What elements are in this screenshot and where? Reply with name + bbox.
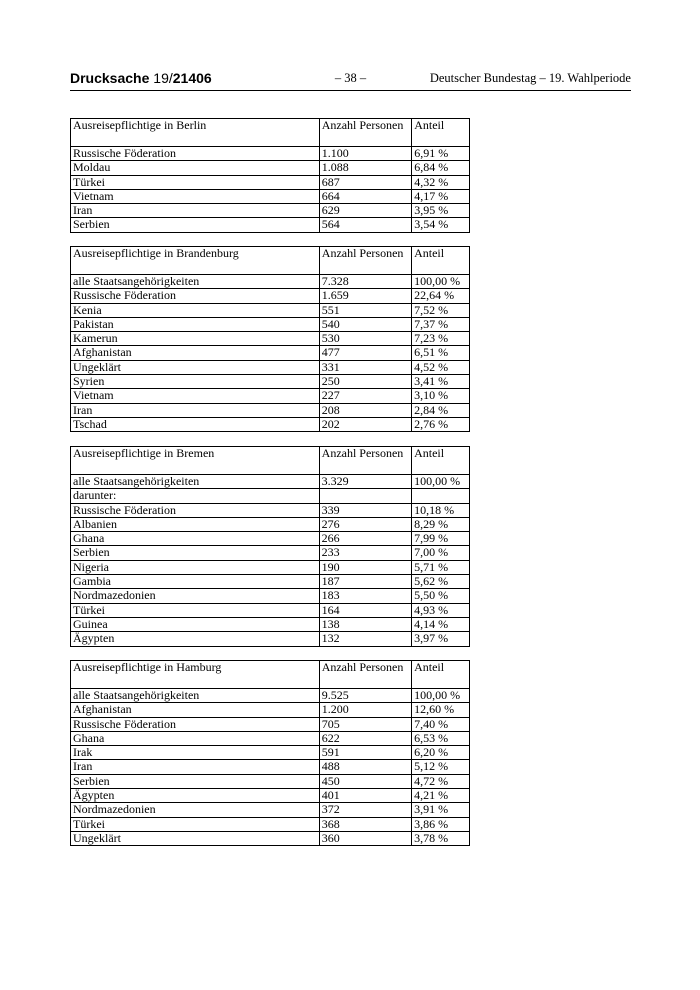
share-cell: 5,50 % — [412, 589, 470, 603]
share-cell: 7,37 % — [412, 317, 470, 331]
table-row — [71, 589, 470, 603]
count-cell: 1.088 — [319, 161, 411, 175]
table-row — [71, 603, 470, 617]
share-cell — [412, 489, 470, 503]
country-cell: alle Staatsangehörigkeiten — [71, 689, 320, 703]
count-cell: 1.659 — [319, 289, 411, 303]
table-row — [71, 375, 470, 389]
share-cell: 8,29 % — [412, 517, 470, 531]
table-row — [71, 831, 470, 845]
count-cell — [319, 489, 411, 503]
country-cell: Russische Föderation — [71, 147, 320, 161]
count-cell: 591 — [319, 746, 411, 760]
country-cell: Russische Föderation — [71, 717, 320, 731]
table-row — [71, 703, 470, 717]
count-cell: 233 — [319, 546, 411, 560]
count-cell: 368 — [319, 817, 411, 831]
page-number: – 38 – — [334, 71, 367, 85]
document-number: 21406 — [172, 70, 212, 86]
share-cell: 6,91 % — [412, 147, 470, 161]
table-title: Ausreisepflichtige in Bremen — [71, 447, 320, 475]
count-cell: 132 — [319, 632, 411, 646]
column-header-share: Anteil — [412, 661, 470, 689]
country-cell: alle Staatsangehörigkeiten — [71, 475, 320, 489]
table-row — [71, 332, 470, 346]
share-cell: 4,52 % — [412, 360, 470, 374]
table-row — [71, 817, 470, 831]
country-cell: Vietnam — [71, 189, 320, 203]
count-cell: 564 — [319, 218, 411, 232]
country-cell: Iran — [71, 760, 320, 774]
column-header-share: Anteil — [412, 447, 470, 475]
count-cell: 477 — [319, 346, 411, 360]
table-bremen — [70, 446, 470, 647]
count-cell: 208 — [319, 403, 411, 417]
country-cell: Ungeklärt — [71, 831, 320, 845]
table-row — [71, 532, 470, 546]
table-row — [71, 760, 470, 774]
share-cell: 6,20 % — [412, 746, 470, 760]
column-header-count: Anzahl Personen — [319, 247, 411, 275]
count-cell: 3.329 — [319, 475, 411, 489]
share-cell: 10,18 % — [412, 503, 470, 517]
table-row — [71, 289, 470, 303]
count-cell: 360 — [319, 831, 411, 845]
table-title: Ausreisepflichtige in Berlin — [71, 119, 320, 147]
country-cell: Gambia — [71, 575, 320, 589]
count-cell: 331 — [319, 360, 411, 374]
share-cell: 5,71 % — [412, 560, 470, 574]
table-row — [71, 275, 470, 289]
table-row — [71, 389, 470, 403]
table-row — [71, 475, 470, 489]
count-cell: 276 — [319, 517, 411, 531]
count-cell: 164 — [319, 603, 411, 617]
table-row — [71, 147, 470, 161]
column-header-share: Anteil — [412, 119, 470, 147]
count-cell: 530 — [319, 332, 411, 346]
count-cell: 7.328 — [319, 275, 411, 289]
table-berlin — [70, 118, 470, 233]
share-cell: 4,14 % — [412, 617, 470, 631]
share-cell: 3,10 % — [412, 389, 470, 403]
column-header-share: Anteil — [412, 247, 470, 275]
table-row — [71, 560, 470, 574]
table-title: Ausreisepflichtige in Brandenburg — [71, 247, 320, 275]
count-cell: 664 — [319, 189, 411, 203]
table-row — [71, 517, 470, 531]
count-cell: 372 — [319, 803, 411, 817]
table-row — [71, 774, 470, 788]
count-cell: 202 — [319, 417, 411, 431]
share-cell: 5,12 % — [412, 760, 470, 774]
count-cell: 401 — [319, 789, 411, 803]
share-cell: 7,52 % — [412, 303, 470, 317]
count-cell: 190 — [319, 560, 411, 574]
country-cell: Russische Föderation — [71, 503, 320, 517]
share-cell: 3,95 % — [412, 204, 470, 218]
table-row — [71, 546, 470, 560]
table-row — [71, 803, 470, 817]
table-row — [71, 717, 470, 731]
share-cell: 3,78 % — [412, 831, 470, 845]
share-cell: 4,32 % — [412, 175, 470, 189]
table-row — [71, 346, 470, 360]
table-row — [71, 689, 470, 703]
share-cell: 7,00 % — [412, 546, 470, 560]
table-header-row — [71, 661, 470, 689]
country-cell: Kenia — [71, 303, 320, 317]
share-cell: 4,17 % — [412, 189, 470, 203]
table-row — [71, 403, 470, 417]
count-cell: 227 — [319, 389, 411, 403]
share-cell: 6,53 % — [412, 731, 470, 745]
share-cell: 3,54 % — [412, 218, 470, 232]
table-row — [71, 360, 470, 374]
share-cell: 5,62 % — [412, 575, 470, 589]
country-cell: Ägypten — [71, 632, 320, 646]
count-cell: 9.525 — [319, 689, 411, 703]
count-cell: 187 — [319, 575, 411, 589]
column-header-count: Anzahl Personen — [319, 447, 411, 475]
share-cell: 100,00 % — [412, 475, 470, 489]
country-cell: Syrien — [71, 375, 320, 389]
country-cell: Nordmazedonien — [71, 589, 320, 603]
count-cell: 450 — [319, 774, 411, 788]
country-cell: Moldau — [71, 161, 320, 175]
table-row — [71, 175, 470, 189]
share-cell: 100,00 % — [412, 689, 470, 703]
country-cell: Serbien — [71, 774, 320, 788]
table-row — [71, 303, 470, 317]
share-cell: 7,99 % — [412, 532, 470, 546]
table-header-row — [71, 119, 470, 147]
country-cell: alle Staatsangehörigkeiten — [71, 275, 320, 289]
country-cell: Afghanistan — [71, 346, 320, 360]
table-row — [71, 617, 470, 631]
count-cell: 183 — [319, 589, 411, 603]
table-row — [71, 789, 470, 803]
share-cell: 6,51 % — [412, 346, 470, 360]
table-row — [71, 218, 470, 232]
table-header-row — [71, 447, 470, 475]
country-cell: Iran — [71, 403, 320, 417]
table-title: Ausreisepflichtige in Hamburg — [71, 661, 320, 689]
count-cell: 250 — [319, 375, 411, 389]
table-row — [71, 489, 470, 503]
count-cell: 488 — [319, 760, 411, 774]
count-cell: 540 — [319, 317, 411, 331]
column-header-count: Anzahl Personen — [319, 119, 411, 147]
document-number-prefix: 19/ — [153, 70, 173, 86]
count-cell: 1.100 — [319, 147, 411, 161]
share-cell: 4,72 % — [412, 774, 470, 788]
count-cell: 705 — [319, 717, 411, 731]
table-row — [71, 417, 470, 431]
country-cell: Irak — [71, 746, 320, 760]
country-cell: Ägypten — [71, 789, 320, 803]
share-cell: 12,60 % — [412, 703, 470, 717]
country-cell: Türkei — [71, 175, 320, 189]
country-cell: Vietnam — [71, 389, 320, 403]
share-cell: 100,00 % — [412, 275, 470, 289]
share-cell: 2,76 % — [412, 417, 470, 431]
count-cell: 687 — [319, 175, 411, 189]
country-cell: Ungeklärt — [71, 360, 320, 374]
count-cell: 339 — [319, 503, 411, 517]
country-cell: Serbien — [71, 546, 320, 560]
country-cell: Türkei — [71, 603, 320, 617]
institution-label: Deutscher Bundestag – 19. Wahlperiode — [429, 71, 631, 85]
count-cell: 1.200 — [319, 703, 411, 717]
country-cell: Serbien — [71, 218, 320, 232]
table-row — [71, 503, 470, 517]
count-cell: 266 — [319, 532, 411, 546]
country-cell: Ghana — [71, 731, 320, 745]
country-cell: Guinea — [71, 617, 320, 631]
column-header-count: Anzahl Personen — [319, 661, 411, 689]
table-row — [71, 632, 470, 646]
count-cell: 629 — [319, 204, 411, 218]
document-label: Drucksache — [70, 70, 150, 86]
country-cell: Türkei — [71, 817, 320, 831]
table-row — [71, 204, 470, 218]
share-cell: 7,23 % — [412, 332, 470, 346]
country-cell: Pakistan — [71, 317, 320, 331]
country-cell: Russische Föderation — [71, 289, 320, 303]
table-header-row — [71, 247, 470, 275]
share-cell: 7,40 % — [412, 717, 470, 731]
table-row — [71, 746, 470, 760]
count-cell: 138 — [319, 617, 411, 631]
country-cell: Kamerun — [71, 332, 320, 346]
country-cell: Iran — [71, 204, 320, 218]
table-row — [71, 189, 470, 203]
share-cell: 3,86 % — [412, 817, 470, 831]
country-cell: Nordmazedonien — [71, 803, 320, 817]
share-cell: 3,97 % — [412, 632, 470, 646]
table-row — [71, 317, 470, 331]
country-cell: Tschad — [71, 417, 320, 431]
share-cell: 22,64 % — [412, 289, 470, 303]
country-cell: darunter: — [71, 489, 320, 503]
share-cell: 6,84 % — [412, 161, 470, 175]
country-cell: Albanien — [71, 517, 320, 531]
page-header — [70, 70, 631, 91]
table-hamburg — [70, 660, 470, 846]
table-brandenburg — [70, 246, 470, 432]
country-cell: Ghana — [71, 532, 320, 546]
country-cell: Afghanistan — [71, 703, 320, 717]
share-cell: 2,84 % — [412, 403, 470, 417]
count-cell: 551 — [319, 303, 411, 317]
table-row — [71, 575, 470, 589]
share-cell: 3,41 % — [412, 375, 470, 389]
count-cell: 622 — [319, 731, 411, 745]
table-row — [71, 731, 470, 745]
table-row — [71, 161, 470, 175]
share-cell: 3,91 % — [412, 803, 470, 817]
share-cell: 4,93 % — [412, 603, 470, 617]
share-cell: 4,21 % — [412, 789, 470, 803]
country-cell: Nigeria — [71, 560, 320, 574]
